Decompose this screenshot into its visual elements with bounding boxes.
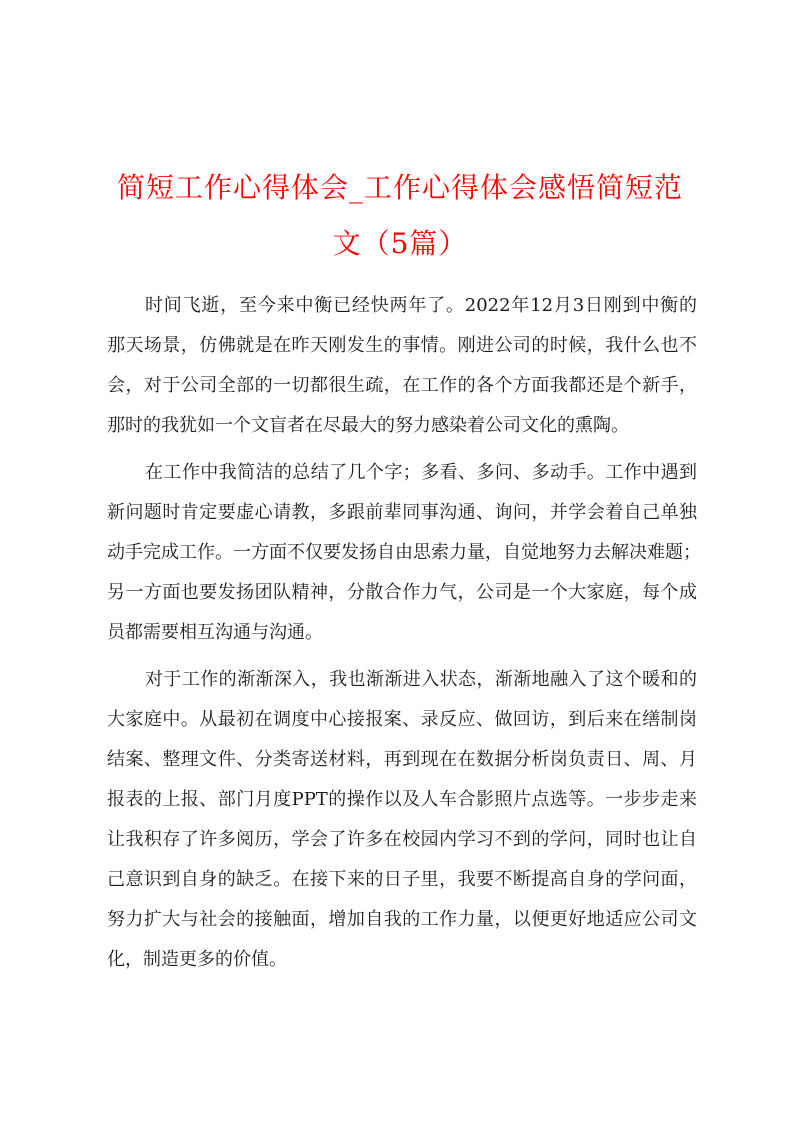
paragraph-line: 在工作中我简洁的总结了几个字；多看、多问、多动手。工作中遇到 xyxy=(145,462,697,483)
paragraph-line: 那天场景，仿佛就是在昨天刚发生的事情。刚进公司的时候，我什么也不 xyxy=(107,335,697,356)
paragraph-line: 时间飞逝，至今来中衡已经快两年了。2022年12月3日刚到中衡的 xyxy=(145,295,697,316)
paragraph-line: 会，对于公司全部的一切都很生疏，在工作的各个方面我都还是个新手， xyxy=(107,375,697,396)
paragraph-line: 新问题时肯定要虚心请教，多跟前辈同事沟通、询问，并学会着自己单独 xyxy=(107,502,697,523)
paragraph-line: 结案、整理文件、分类寄送材料，再到现在在数据分析岗负责日、周、月 xyxy=(107,749,697,770)
paragraph-line: 动手完成工作。一方面不仅要发扬自由思索力量，自觉地努力去解决难题； xyxy=(107,542,701,563)
document-body xyxy=(107,286,701,987)
paragraph-line: 己意识到自身的缺乏。在接下来的日子里，我要不断提高自身的学问面， xyxy=(107,869,697,890)
paragraph-line: 化，制造更多的价值。 xyxy=(107,949,287,970)
paragraph-3 xyxy=(107,660,697,980)
paragraph-line: 努力扩大与社会的接触面，增加自我的工作力量，以便更好地适应公司文 xyxy=(107,909,697,930)
paragraph-line: 员都需要相互沟通与沟通。 xyxy=(107,622,323,643)
paragraph-line: 另一方面也要发扬团队精神，分散合作力气，公司是一个大家庭，每个成 xyxy=(107,582,697,603)
paragraph-line: 大家庭中。从最初在调度中心接报案、录反应、做回访，到后来在缮制岗 xyxy=(107,709,697,730)
title-line-2: 文（5篇） xyxy=(332,227,468,260)
paragraph-2 xyxy=(107,453,701,653)
document-title xyxy=(100,160,700,272)
paragraph-1 xyxy=(107,286,697,446)
paragraph-line: 报表的上报、部门月度PPT的操作以及人车合影照片点选等。一步步走来 xyxy=(107,789,697,810)
paragraph-line: 那时的我犹如一个文盲者在尽最大的努力感染着公司文化的熏陶。 xyxy=(107,415,629,436)
paragraph-line: 让我积存了许多阅历，学会了许多在校园内学习不到的学问，同时也让自 xyxy=(107,829,697,850)
paragraph-line: 对于工作的渐渐深入，我也渐渐进入状态，渐渐地融入了这个暖和的 xyxy=(145,669,697,690)
title-line-1: 简短工作心得体会_工作心得体会感悟简短范 xyxy=(116,171,683,204)
